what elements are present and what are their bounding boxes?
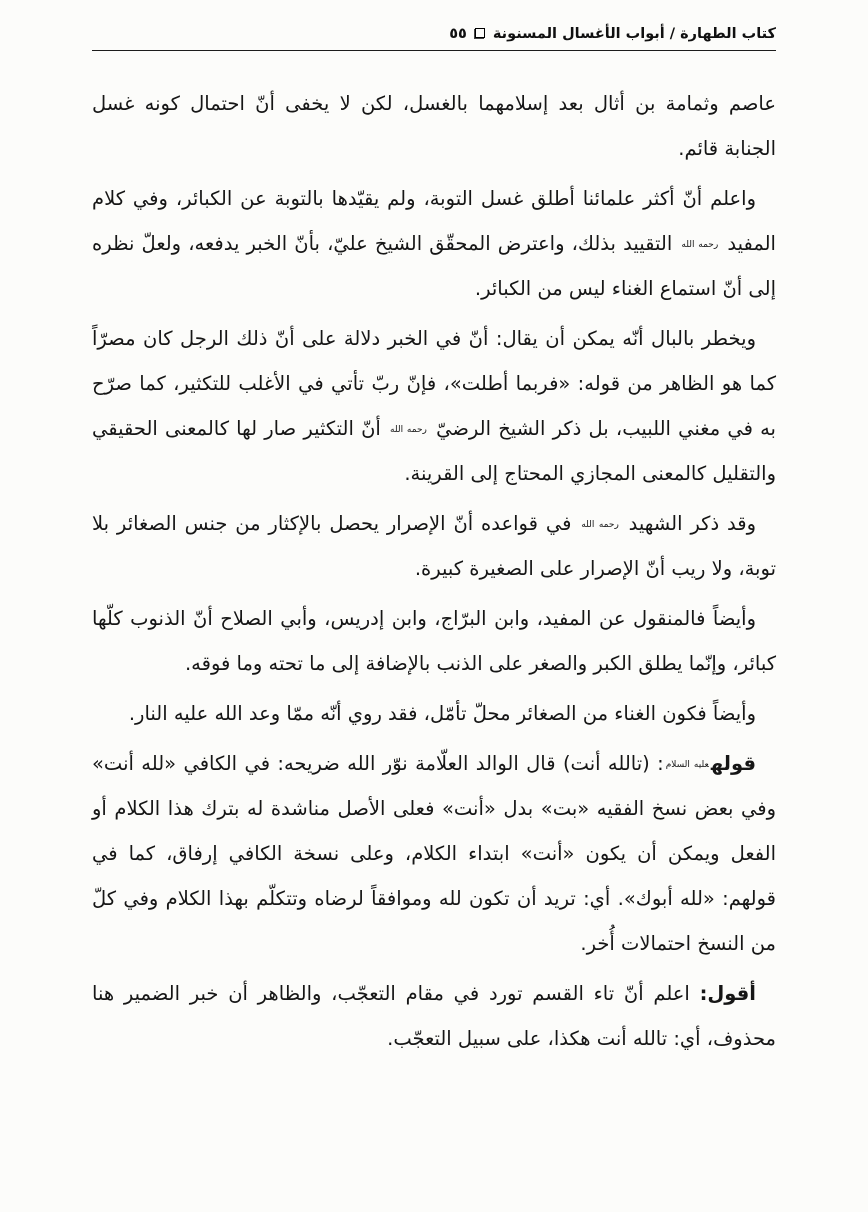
text-run: وأيضاً فكون الغناء من الصغائر محلّ تأمّل، فقد روي أنّه ممّا وعد الله عليه النار. xyxy=(128,702,756,725)
text-run: التقييد بذلك، واعترض المحقّق الشيخ عليّ، بأنّ الخبر يدفعه، ولعلّ نظره إلى أنّ استماع الغناء ليس من الكبائر. xyxy=(92,232,776,300)
text-run: في قواعده أنّ الإصرار يحصل بالإكثار من جنس الصغائر بلا توبة، ولا ريب أنّ الإصرار على الصغيرة كبيرة. xyxy=(92,512,776,580)
paragraph-5 xyxy=(92,596,776,686)
square-bullet-icon xyxy=(475,28,485,38)
text-run: واعلم أنّ أكثر علمائنا أطلق غسل التوبة، ولم يقيّدها بالتوبة عن الكبائر، وفي كلام المفيد xyxy=(92,187,776,255)
paragraph-6 xyxy=(92,691,776,736)
rahimahu-allah-honorific-icon: رحمه الله xyxy=(581,520,619,530)
chapter-title: كتاب الطهارة / أبواب الأغسال المسنونة xyxy=(492,26,776,42)
page-number: ٥٥ xyxy=(449,26,467,42)
paragraph-8 xyxy=(92,971,776,1061)
text-run: اعلم أنّ تاء القسم تورد في مقام التعجّب، والظاهر أن خبر الضمير هنا محذوف، أي: تالله أنت هكذا، على سبيل التعجّب. xyxy=(92,982,776,1050)
body-text xyxy=(92,81,776,1061)
text-run: عاصم وثمامة بن أثال بعد إسلامهما بالغسل، لكن لا يخفى أنّ احتمال كونه غسل الجنابة قائم. xyxy=(92,92,776,160)
paragraph-2 xyxy=(92,176,776,311)
paragraph-4 xyxy=(92,501,776,591)
text-run: وقد ذكر الشهيد xyxy=(620,512,756,535)
paragraph-1 xyxy=(92,81,776,171)
alayhi-salam-honorific-icon: عليه السلام xyxy=(665,760,709,770)
lemma-lead: قوله xyxy=(710,752,757,775)
text-run: أنّ التكثير صار لها كالمعنى الحقيقي والتقليل كالمعنى المجازي المحتاج إلى القرينة. xyxy=(92,417,776,485)
text-run: : (تالله أنت) قال الوالد العلّامة نوّر الله ضريحه: في الكافي «لله أنت» وفي بعض نسخ الفقيه «بت» بدل «أنت» فعلى الأصل مناشدة له بترك هذا الكلام أو الفعل ويمكن أن يكون «أنت» ابتداء الكلام، وعلى نسخة الكافي إرفاق، كما في قولهم: «لله أبوك». أي: تريد أن تكون لله وموافقاً لرضاه وتتكلّم بهذا الكلام وفي كلّ من النسخ احتمالات أُخر. xyxy=(92,752,776,955)
paragraph-3 xyxy=(92,316,776,496)
text-run: وأيضاً فالمنقول عن المفيد، وابن البرّاج، وابن إدريس، وأبي الصلاح أنّ الذنوب كلّها كبائر، وإنّما يطلق الكبر والصغر على الذنب بالإضافة إلى ما تحته وما فوقه. xyxy=(92,607,776,675)
rahimahu-allah-honorific-icon: رحمه الله xyxy=(681,240,719,250)
page-header xyxy=(92,26,776,42)
aqul-lead: أقول: xyxy=(699,982,756,1005)
paragraph-7 xyxy=(92,741,776,966)
rahimahu-allah-honorific-icon: رحمه الله xyxy=(390,425,427,435)
header-divider xyxy=(92,50,776,51)
text-run: ويخطر بالبال أنّه يمكن أن يقال: أنّ في الخبر دلالة على أنّ ذلك الرجل كان مصرّاً كما هو الظاهر من قوله: «فربما أطلت»، فإنّ ربّ تأتي في الأغلب للتكثير، كما صرّح به في مغني اللبيب، بل ذكر الشيخ الرضيّ xyxy=(92,327,776,440)
